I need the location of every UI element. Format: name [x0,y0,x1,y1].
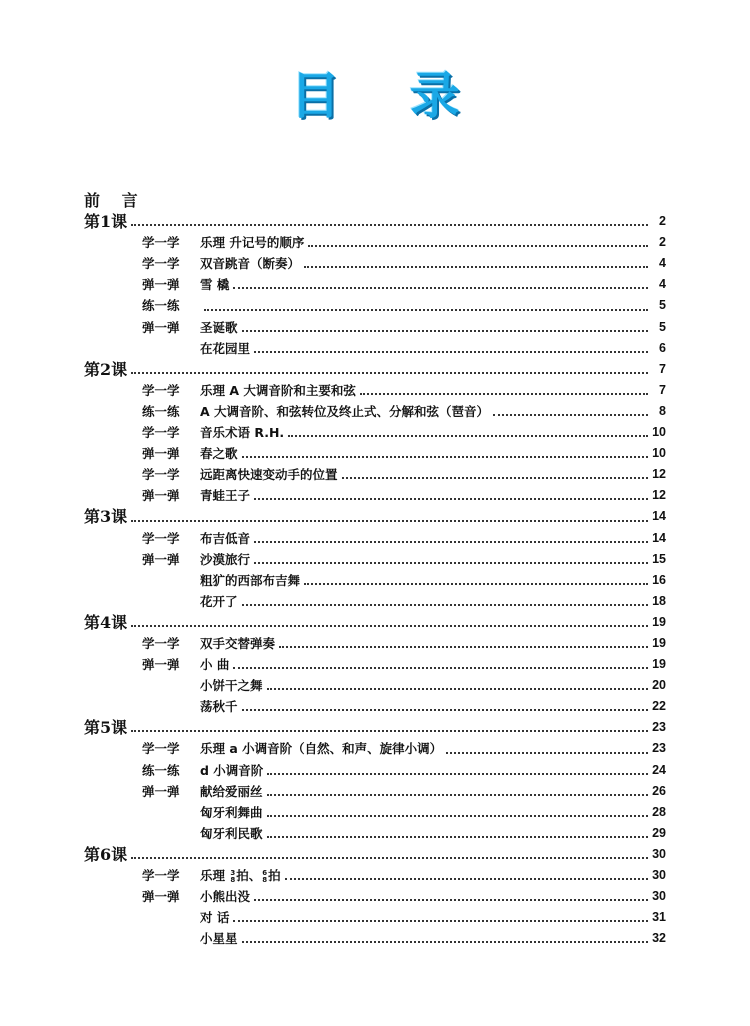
entry-title: 布吉低音 [200,530,251,546]
page-number: 15 [652,551,666,566]
entry-category: 学一学 [142,256,180,272]
leader-dots [254,351,648,353]
leader-dots [267,773,648,775]
leader-dots [242,604,648,606]
toc-lesson-row [84,844,666,865]
entry-title: 粗犷的西部布吉舞 [200,572,301,588]
leader-dots [304,266,648,268]
leader-dots [279,646,648,648]
toc-lesson-row [84,612,666,633]
leader-dots [285,878,648,880]
toc-lesson-row [84,717,666,738]
toc-entry-row [84,443,666,464]
entry-title: 小星星 [200,931,238,947]
page-number: 5 [659,298,666,313]
entry-title-middle: 拍、 [236,868,262,883]
entry-title: 乐理 a 小调音阶（自然、和声、旋律小调） [200,741,443,757]
page-number: 20 [652,678,666,693]
entry-category: 学一学 [142,635,180,651]
lesson-label: 第4课 [84,612,128,632]
leader-dots [242,709,648,711]
entry-title: 双音跳音（断奏） [200,256,301,272]
page-number: 2 [659,214,666,229]
toc-entry-row [84,317,666,338]
toc-entry-row [84,633,666,654]
toc-entry-row [84,253,666,274]
page-number: 7 [659,382,666,397]
preface-label: 前 言 [84,191,146,210]
page-number: 23 [652,720,666,735]
entry-title: 青蛙王子 [200,488,251,504]
page-number: 26 [652,783,666,798]
entry-category: 学一学 [142,382,180,398]
entry-title: 音乐术语 R.H. [200,425,285,441]
entry-title: 荡秋千 [200,699,238,715]
entry-title: 雪 橇 [200,277,230,293]
leader-dots [242,456,648,458]
toc-entry-row [84,422,666,443]
page-number: 18 [652,593,666,608]
leader-dots [233,920,648,922]
leader-dots [360,393,648,395]
entry-title: 小熊出没 [200,889,251,905]
lesson-label: 第1课 [84,212,128,232]
toc-entry-row [84,570,666,591]
toc-entry-row [84,401,666,422]
page-number: 16 [652,572,666,587]
leader-dots [267,794,648,796]
page-number: 19 [652,614,666,629]
entry-title: 双手交替弹奏 [200,635,276,651]
time-signature-3-8 [230,870,235,884]
toc-preface [84,190,666,211]
page-number: 32 [652,931,666,946]
page-number: 14 [652,530,666,545]
leader-dots [131,520,648,522]
toc-entry-row [84,823,666,844]
entry-category: 练一练 [142,762,180,778]
page-number: 28 [652,804,666,819]
page-number: 19 [652,657,666,672]
toc-entry-row [84,654,666,675]
page-number: 12 [652,467,666,482]
leader-dots [308,245,648,247]
page-number: 7 [659,361,666,376]
entry-title: 小 曲 [200,657,230,673]
entry-title: d 小调音阶 [200,762,264,778]
toc-entry-row [84,781,666,802]
entry-title: 圣诞歌 [200,319,238,335]
entry-title: 远距离快速变动手的位置 [200,467,338,483]
page-number: 12 [652,488,666,503]
entry-title: 乐理 升记号的顺序 [200,235,305,251]
entry-title: A 大调音阶、和弦转位及终止式、分解和弦（琶音） [200,403,490,419]
leader-dots [493,414,648,416]
entry-title: 小饼干之舞 [200,678,263,694]
toc-entry-row [84,886,666,907]
entry-title: 匈牙利舞曲 [200,804,263,820]
page-number: 14 [652,509,666,524]
toc-entry-row [84,380,666,401]
entry-category: 弹一弹 [142,446,180,462]
leader-dots [254,562,648,564]
leader-dots [267,815,648,817]
leader-dots [204,309,648,311]
entry-title: 在花园里 [200,340,251,356]
entry-title: 献给爱丽丝 [200,783,263,799]
page-number: 29 [652,825,666,840]
leader-dots [288,435,648,437]
leader-dots [254,498,648,500]
table-of-contents [84,190,666,949]
leader-dots [254,899,648,901]
toc-entry-row [84,907,666,928]
lesson-label: 第3课 [84,507,128,527]
page-number: 30 [652,846,666,861]
entry-title: 沙漠旅行 [200,551,251,567]
leader-dots [304,583,648,585]
toc-entry-row [84,696,666,717]
page-number: 5 [659,319,666,334]
entry-title: 匈牙利民歌 [200,825,263,841]
page-number: 10 [652,425,666,440]
entry-title: 花开了 [200,593,238,609]
leader-dots [131,224,648,226]
leader-dots [233,287,648,289]
entry-category: 弹一弹 [142,783,180,799]
toc-entry-row [84,675,666,696]
leader-dots [446,752,648,754]
leader-dots [242,941,648,943]
entry-category: 学一学 [142,868,180,883]
page-number: 8 [659,403,666,418]
leader-dots [342,477,648,479]
leader-dots [254,541,648,543]
entry-title: 对 话 [200,910,230,926]
entry-category: 练一练 [142,403,180,419]
toc-entry-row [84,295,666,316]
entry-category: 弹一弹 [142,488,180,504]
page-number: 24 [652,762,666,777]
time-signature-3-8-denominator: 8 [230,875,236,884]
entry-category: 练一练 [142,298,180,314]
entry-category: 弹一弹 [142,277,180,293]
entry-category: 学一学 [142,425,180,441]
leader-dots [233,667,648,669]
page-number: 4 [659,256,666,271]
page-number: 22 [652,699,666,714]
entry-category: 弹一弹 [142,551,180,567]
leader-dots [131,857,648,859]
entry-category: 学一学 [142,530,180,546]
leader-dots [267,836,648,838]
toc-entry-row [84,232,666,253]
entry-category: 学一学 [142,467,180,483]
page-number: 6 [659,340,666,355]
toc-lesson-row [84,211,666,232]
page-number: 19 [652,635,666,650]
entry-category: 弹一弹 [142,319,180,335]
time-signature-6-8-denominator: 8 [262,875,268,884]
page-number: 4 [659,277,666,292]
toc-lesson-row [84,359,666,380]
toc-entry-row [84,274,666,295]
toc-entry-row [84,865,666,886]
entry-category: 学一学 [142,235,180,251]
leader-dots [131,372,648,374]
page-number: 2 [659,235,666,250]
leader-dots [242,330,648,332]
toc-entry-row [84,738,666,759]
toc-entry-row [84,549,666,570]
leader-dots [131,730,648,732]
time-signature-6-8-numerator: 6 [262,868,268,877]
page-title: 目 录 [290,67,486,125]
leader-dots [131,625,648,627]
page-number: 31 [652,910,666,925]
page-number: 30 [652,889,666,904]
toc-entry-row [84,338,666,359]
toc-entry-row [84,485,666,506]
toc-entry-row [84,802,666,823]
entry-title-prefix: 乐理 [200,868,230,883]
lesson-label: 第2课 [84,359,128,379]
entry-title [200,865,281,886]
page-number: 23 [652,741,666,756]
toc-lesson-row [84,506,666,527]
lesson-label: 第6课 [84,844,128,864]
page-number: 30 [652,868,666,882]
entry-category: 弹一弹 [142,889,180,905]
entry-title-suffix: 拍 [268,868,281,883]
entry-category: 学一学 [142,741,180,757]
toc-entry-row [84,928,666,949]
toc-entry-row [84,591,666,612]
time-signature-6-8 [262,870,267,884]
toc-entry-row [84,760,666,781]
entry-category: 弹一弹 [142,657,180,673]
page-number: 10 [652,446,666,461]
leader-dots [267,688,648,690]
entry-title: 春之歌 [200,446,238,462]
entry-title: 乐理 A 大调音阶和主要和弦 [200,382,356,398]
lesson-label: 第5课 [84,718,128,738]
toc-entry-row [84,528,666,549]
time-signature-3-8-numerator: 3 [230,868,236,877]
toc-entry-row [84,464,666,485]
